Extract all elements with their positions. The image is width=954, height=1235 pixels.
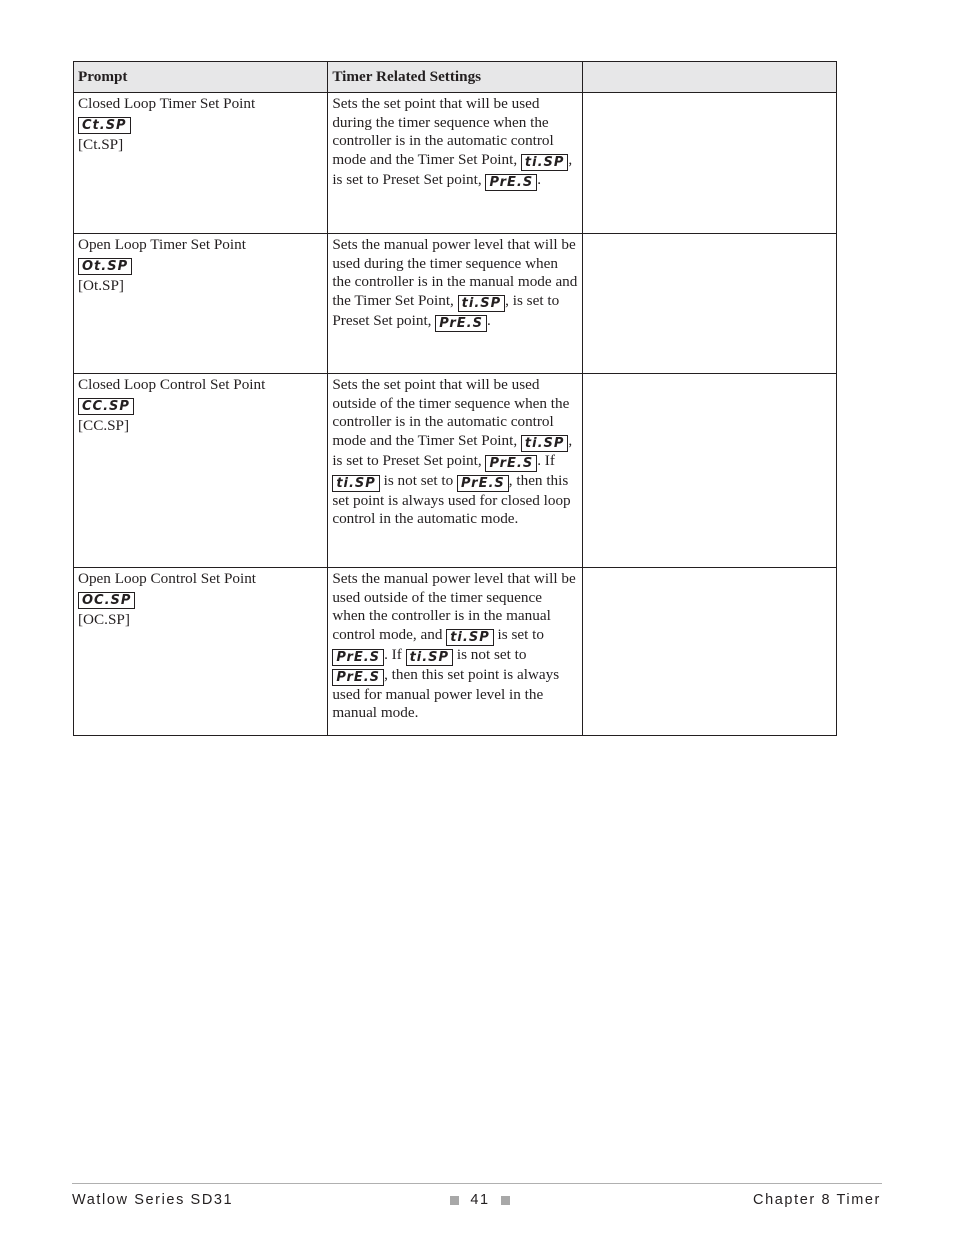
- desc-text: . If: [384, 645, 406, 663]
- desc-text: .: [487, 311, 491, 329]
- desc-text: , is set to Preset Set point,: [332, 431, 573, 469]
- desc-text: .: [537, 170, 541, 188]
- settings-table: [73, 61, 837, 736]
- prompt-code: [Ct.SP]: [78, 135, 124, 153]
- footer-chapter: Chapter 8 Timer: [753, 1192, 881, 1208]
- lcd-timer-set-point: ti.SP: [332, 475, 380, 492]
- desc-text: , then this set point is always used for closed loop control in the automatic mode.: [332, 471, 571, 528]
- table-row: [74, 93, 837, 234]
- desc-text: , is set to Preset Set point,: [332, 150, 573, 188]
- lcd-prompt: Ct.SP: [78, 117, 131, 134]
- desc-text: Sets the set point that will be used outside of the timer sequence when the controller is in the automatic control mode and the Timer Set Point,: [332, 376, 570, 449]
- prompt-code: [OC.SP]: [78, 610, 130, 628]
- lcd-timer-set-point: ti.SP: [406, 649, 454, 666]
- square-bullet-icon: [501, 1196, 510, 1205]
- empty-cell: [582, 374, 836, 568]
- header-blank: [582, 62, 836, 93]
- description-cell: [328, 234, 582, 374]
- lcd-preset: PrE.S: [485, 174, 537, 191]
- header-timer-settings: Timer Related Settings: [328, 62, 582, 93]
- prompt-code: [CC.SP]: [78, 416, 130, 434]
- prompt-name: Closed Loop Control Set Point: [78, 376, 266, 393]
- table-row: [74, 568, 837, 736]
- desc-text: , is set to Preset Set point,: [332, 291, 560, 329]
- description-cell: [328, 374, 582, 568]
- desc-text: Sets the manual power level that will be used during the timer sequence when the controller is in the manual mode and the Timer Set Point,: [332, 236, 578, 309]
- lcd-prompt: OC.SP: [78, 592, 135, 609]
- lcd-prompt: Ot.SP: [78, 258, 132, 275]
- desc-text: is not set to: [379, 471, 458, 489]
- lcd-preset: PrE.S: [332, 669, 384, 686]
- page-number: 41: [470, 1192, 490, 1208]
- lcd-prompt: CC.SP: [78, 398, 134, 415]
- lcd-timer-set-point: ti.SP: [458, 295, 506, 312]
- description-cell: [328, 568, 582, 736]
- empty-cell: [582, 93, 836, 234]
- lcd-timer-set-point: ti.SP: [521, 435, 569, 452]
- table-row: [74, 234, 837, 374]
- lcd-timer-set-point: ti.SP: [446, 629, 494, 646]
- desc-text: . If: [537, 451, 555, 469]
- empty-cell: [582, 568, 836, 736]
- footer-divider: [72, 1183, 882, 1184]
- prompt-name: Open Loop Control Set Point: [78, 570, 257, 587]
- prompt-cell: [74, 568, 328, 736]
- prompt-cell: [74, 374, 328, 568]
- lcd-preset: PrE.S: [485, 455, 537, 472]
- table-header-row: [74, 62, 837, 93]
- lcd-preset: PrE.S: [332, 649, 384, 666]
- lcd-preset: PrE.S: [435, 315, 487, 332]
- prompt-name: Open Loop Timer Set Point: [78, 236, 246, 253]
- prompt-name: Closed Loop Timer Set Point: [78, 95, 256, 112]
- footer-page-number: [450, 1192, 510, 1208]
- footer-product: Watlow Series SD31: [72, 1192, 234, 1208]
- desc-text: Sets the manual power level that will be used outside of the timer sequence when the controller is in the manual control mode, and: [332, 570, 576, 643]
- prompt-cell: [74, 234, 328, 374]
- lcd-preset: PrE.S: [457, 475, 509, 492]
- desc-text: , then this set point is always used for manual power level in the manual mode.: [332, 665, 560, 722]
- square-bullet-icon: [450, 1196, 459, 1205]
- description-cell: [328, 93, 582, 234]
- desc-text: Sets the set point that will be used during the timer sequence when the controller is in the automatic control mode and the Timer Set Point,: [332, 95, 554, 168]
- lcd-timer-set-point: ti.SP: [521, 154, 569, 171]
- desc-text: is not set to: [453, 645, 527, 663]
- header-prompt: Prompt: [74, 62, 328, 93]
- table-row: [74, 374, 837, 568]
- empty-cell: [582, 234, 836, 374]
- desc-text: is set to: [493, 625, 544, 643]
- prompt-cell: [74, 93, 328, 234]
- prompt-code: [Ot.SP]: [78, 276, 124, 294]
